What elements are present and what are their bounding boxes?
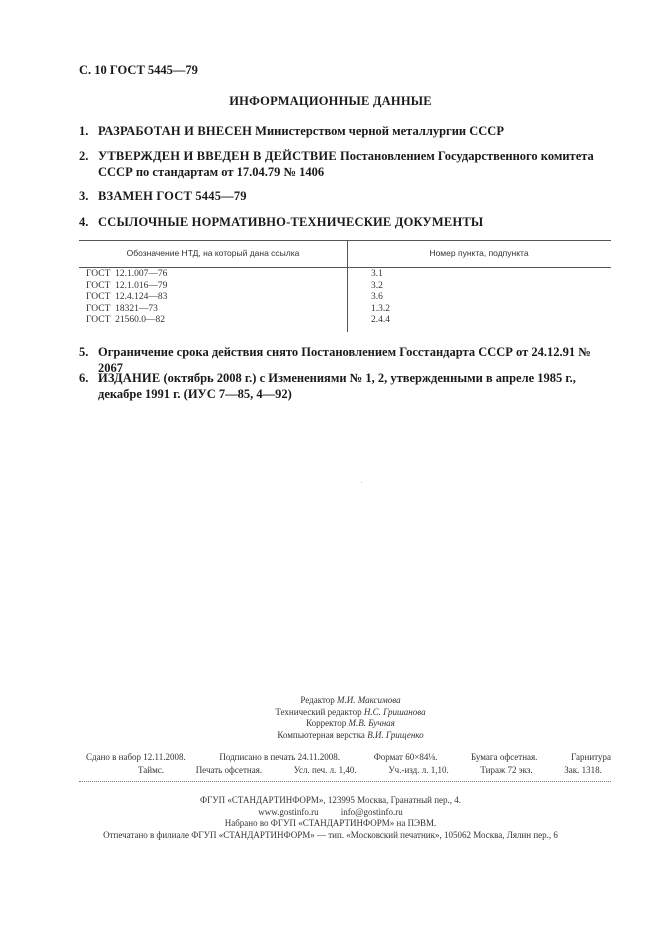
item-number: 5. <box>79 345 89 359</box>
section-title: ИНФОРМАЦИОННЫЕ ДАННЫЕ <box>229 94 432 108</box>
item-text: ВЗАМЕН ГОСТ 5445—79 <box>98 189 247 203</box>
table-top-rule <box>79 240 611 241</box>
imprint-signed-date: Подписано в печать 24.11.2008. <box>219 752 341 762</box>
imprint-order: Зак. 1318. <box>564 765 602 775</box>
table-cell-clause: 2.4.4 <box>371 315 390 325</box>
item-text: ИЗДАНИЕ (октябрь 2008 г.) с Изменениями № 1, 2, утвержденными в апреле 1985 г., декабре 1991 г. (ИУС 7—85, 4—92) <box>98 371 576 401</box>
scan-speck <box>361 482 362 483</box>
publisher-contacts <box>0 807 661 819</box>
credit-editor: Редактор М.И. Максимова <box>300 695 401 705</box>
imprint-pub-sheets: Уч.-изд. л. 1,10. <box>388 765 449 775</box>
item-number: 2. <box>79 149 89 163</box>
table-cell-document: ГОСТ 12.1.007—76 <box>86 269 168 279</box>
table-cell-clause: 3.6 <box>371 292 383 302</box>
publisher-address: ФГУП «СТАНДАРТИНФОРМ», 123995 Москва, Гранатный пер., 4. <box>199 795 462 805</box>
item-number: 4. <box>79 215 89 229</box>
print-imprint <box>86 751 611 777</box>
imprint-line-2 <box>86 764 611 777</box>
table-cell-document: ГОСТ 12.1.016—79 <box>86 280 168 291</box>
publisher-website[interactable]: www.gostinfo.ru <box>258 806 319 817</box>
table-header-clause: Номер пункта, подпункта <box>429 248 529 258</box>
table-header-document: Обозначение НТД, на который дана ссылка <box>126 248 300 258</box>
publisher-typeset-note: Набрано во ФГУП «СТАНДАРТИНФОРМ» на ПЭВМ. <box>224 818 437 828</box>
table-header-rule <box>79 267 611 268</box>
table-cell-document: ГОСТ 12.4.124—83 <box>86 292 168 302</box>
imprint-printing: Печать офсетная. <box>195 765 263 775</box>
table-cell-clause: 3.1 <box>371 269 383 279</box>
table-cell-document: ГОСТ 21560.0—82 <box>86 315 165 325</box>
editorial-credits <box>0 695 661 741</box>
item-text: ССЫЛОЧНЫЕ НОРМАТИВНО-ТЕХНИЧЕСКИЕ ДОКУМЕНТЫ <box>98 215 484 229</box>
table-column-clauses <box>371 269 390 327</box>
imprint-typeface: Таймс. <box>138 765 165 775</box>
table-cell-clause: 1.3.2 <box>371 303 390 314</box>
publisher-email[interactable]: info@gostinfo.ru <box>340 806 403 817</box>
imprint-print-sheets: Усл. печ. л. 1,40. <box>293 765 357 775</box>
credit-proofreader: Корректор М.В. Бучная <box>306 718 395 728</box>
item-text: УТВЕРЖДЕН И ВВЕДЕН В ДЕЙСТВИЕ Постановлением Государственного комитета СССР по стандартам от 17.04.79 № 1406 <box>98 149 594 179</box>
page-header: С. 10 ГОСТ 5445—79 <box>79 63 198 77</box>
imprint-typeface-label: Гарнитура <box>571 752 611 762</box>
table-cell-clause: 3.2 <box>371 280 383 291</box>
table-column-documents <box>86 269 167 327</box>
item-number: 1. <box>79 124 89 138</box>
imprint-paper: Бумага офсетная. <box>470 752 538 762</box>
item-number: 6. <box>79 371 89 385</box>
publisher-printed-note: Отпечатано в филиале ФГУП «СТАНДАРТИНФОРМ» — тип. «Московский печатник», 105062 Москва, Лялин пер., 6 <box>103 829 558 840</box>
imprint-run: Тираж 72 экз. <box>480 765 533 775</box>
item-text: РАЗРАБОТАН И ВНЕСЕН Министерством черной металлургии СССР <box>98 124 504 138</box>
item-text: Ограничение срока действия снято Постановлением Госстандарта СССР от 24.12.91 № 2067 <box>98 345 591 375</box>
imprint-typeset-date: Сдано в набор 12.11.2008. <box>86 752 186 762</box>
credit-layout: Компьютерная верстка В.И. Грищенко <box>277 729 424 740</box>
dotted-divider <box>79 781 611 782</box>
credit-tech-editor: Технический редактор Н.С. Гришанова <box>275 706 426 717</box>
imprint-format: Формат 60×84⅛. <box>373 752 438 762</box>
publisher-info <box>0 795 661 841</box>
table-cell-document: ГОСТ 18321—73 <box>86 303 158 314</box>
imprint-line-1 <box>86 751 611 764</box>
item-number: 3. <box>79 189 89 203</box>
